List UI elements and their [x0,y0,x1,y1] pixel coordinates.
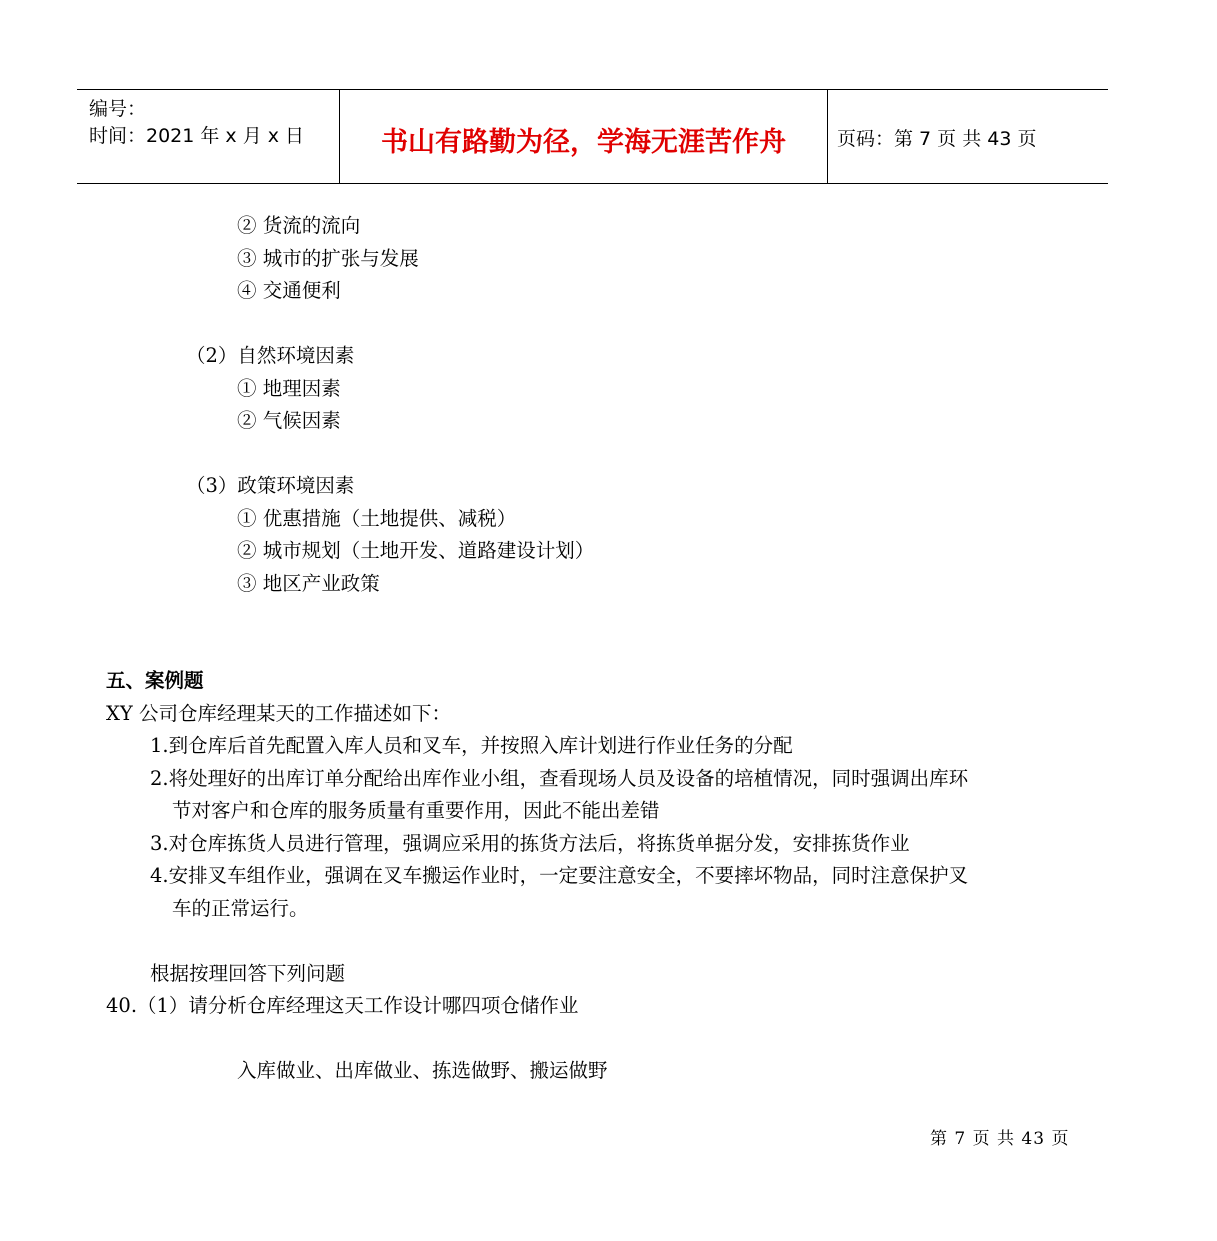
subsection-heading: （3）政策环境因素 [186,474,355,497]
list-item: ③ 地区产业政策 [237,572,380,595]
page-footer: 第 7 页 共 43 页 [930,1129,1070,1149]
list-item: ④ 交通便利 [237,279,341,302]
section-title: 五、案例题 [106,669,204,692]
case-item: 2.将处理好的出库订单分配给出库作业小组，查看现场人员及设备的培植情况，同时强调出库环 [150,767,969,790]
list-item: ② 城市规划（土地开发、道路建设计划） [237,539,595,562]
case-item: 4.安排叉车组作业，强调在叉车搬运作业时，一定要注意安全，不要摔坏物品，同时注意保护叉 [150,864,969,887]
page-header [77,89,1108,184]
list-item: ② 气候因素 [237,409,341,432]
answer-text: 入库做业、出库做业、拣选做野、搬运做野 [237,1059,608,1082]
case-item: 1.到仓库后首先配置入库人员和叉车，并按照入库计划进行作业任务的分配 [150,734,793,757]
header-left-cell [77,90,339,183]
header-page-code: 页码：第 7 页 共 43 页 [837,128,1037,150]
list-item: ① 地理因素 [237,377,341,400]
document-number-label: 编号： [89,98,147,120]
question-text: 40.（1）请分析仓库经理这天工作设计哪四项仓储作业 [106,994,579,1017]
case-item: 3.对仓库拣货人员进行管理，强调应采用的拣货方法后，将拣货单据分发，安排拣货作业 [150,832,910,855]
header-motto: 书山有路勤为径，学海无涯苦作舟 [381,127,786,158]
header-motto-cell [339,90,828,183]
instruction-text: 根据按理回答下列问题 [150,962,346,985]
document-date-label: 时间：2021 年 x 月 x 日 [89,125,305,147]
subsection-heading: （2）自然环境因素 [186,344,355,367]
case-item-continuation: 车的正常运行。 [172,897,309,920]
header-page-cell [827,90,1108,183]
case-intro: XY 公司仓库经理某天的工作描述如下： [106,702,451,725]
case-item-continuation: 节对客户和仓库的服务质量有重要作用，因此不能出差错 [172,799,660,822]
list-item: ② 货流的流向 [237,214,361,237]
list-item: ① 优惠措施（土地提供、减税） [237,507,517,530]
list-item: ③ 城市的扩张与发展 [237,247,419,270]
